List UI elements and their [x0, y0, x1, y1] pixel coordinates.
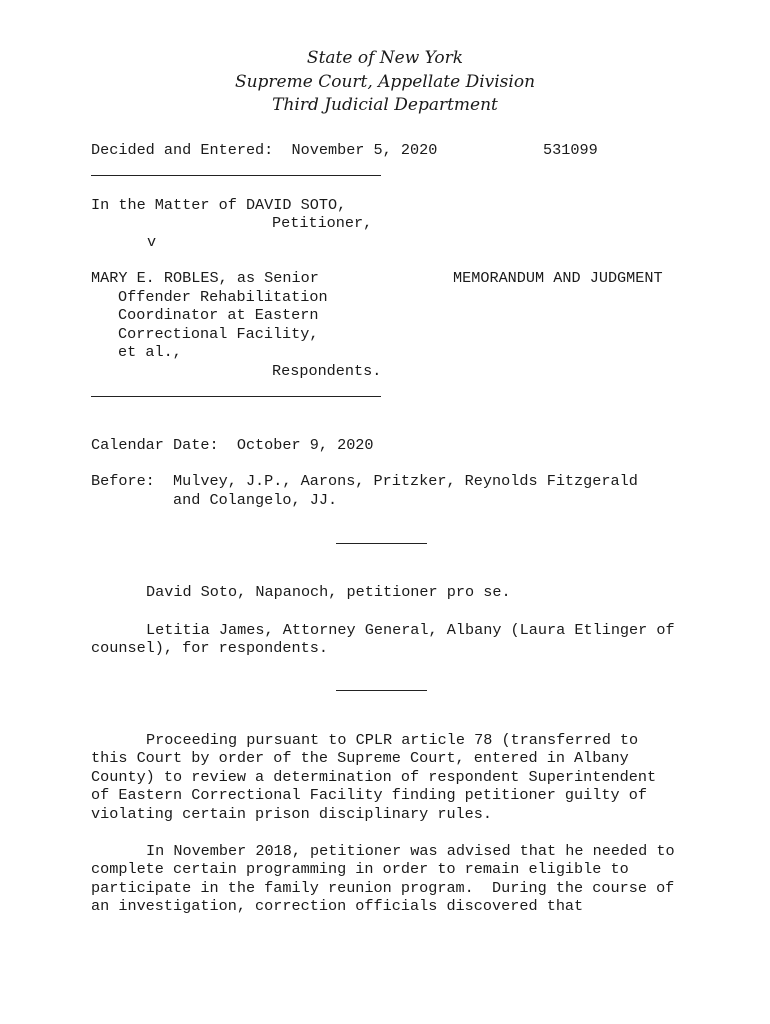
docket-number: 531099	[543, 141, 598, 159]
body-paragraph-1-line-1: Proceeding pursuant to CPLR article 78 (transferred to	[146, 731, 639, 749]
caption-bottom-rule	[91, 396, 381, 397]
court-header-state: State of New York	[306, 48, 464, 68]
body-paragraph-2-line-1: In November 2018, petitioner was advised that he needed to	[146, 842, 675, 860]
respondent-line-3: Coordinator at Eastern	[118, 306, 319, 324]
court-header-court: Supreme Court, Appellate Division	[234, 71, 536, 92]
court-header-department: Third Judicial Department	[272, 95, 498, 115]
decision-type: MEMORANDUM AND JUDGMENT	[453, 269, 663, 287]
body-paragraph-1-line-5: violating certain prison disciplinary rules.	[91, 805, 493, 823]
respondent-line-2: Offender Rehabilitation	[118, 288, 328, 306]
counsel-respondents-line-1: Letitia James, Attorney General, Albany (Laura Etlinger of	[146, 621, 675, 639]
body-paragraph-1-line-2: this Court by order of the Supreme Court, entered in Albany	[91, 749, 629, 767]
separator-rule-1	[336, 543, 427, 544]
respondents-role: Respondents.	[272, 362, 382, 380]
body-paragraph-1-line-3: County) to review a determination of respondent Superintendent	[91, 768, 657, 786]
body-paragraph-2-line-2: complete certain programming in order to remain eligible to	[91, 860, 629, 878]
counsel-respondents-line-2: counsel), for respondents.	[91, 639, 328, 657]
court-header	[0, 46, 770, 117]
counsel-petitioner: David Soto, Napanoch, petitioner pro se.	[146, 583, 511, 601]
respondent-line-5: et al.,	[118, 343, 182, 361]
respondent-line-4: Correctional Facility,	[118, 325, 319, 343]
body-paragraph-2-line-3: participate in the family reunion program. During the course of	[91, 879, 675, 897]
versus-label: v	[147, 233, 157, 251]
decided-entered-line: Decided and Entered: November 5, 2020	[91, 141, 438, 159]
petitioner-name: In the Matter of DAVID SOTO,	[91, 196, 347, 214]
before-line-1: Before: Mulvey, J.P., Aarons, Pritzker, Reynolds Fitzgerald	[91, 472, 638, 490]
respondent-line-1: MARY E. ROBLES, as Senior	[91, 269, 319, 287]
caption-top-rule	[91, 175, 381, 176]
before-line-2: and Colangelo, JJ.	[173, 491, 338, 509]
body-paragraph-1-line-4: of Eastern Correctional Facility finding petitioner guilty of	[91, 786, 647, 804]
calendar-date-line: Calendar Date: October 9, 2020	[91, 436, 374, 454]
body-paragraph-2-line-4: an investigation, correction officials discovered that	[91, 897, 584, 915]
separator-rule-2	[336, 690, 427, 691]
petitioner-role: Petitioner,	[272, 214, 373, 232]
